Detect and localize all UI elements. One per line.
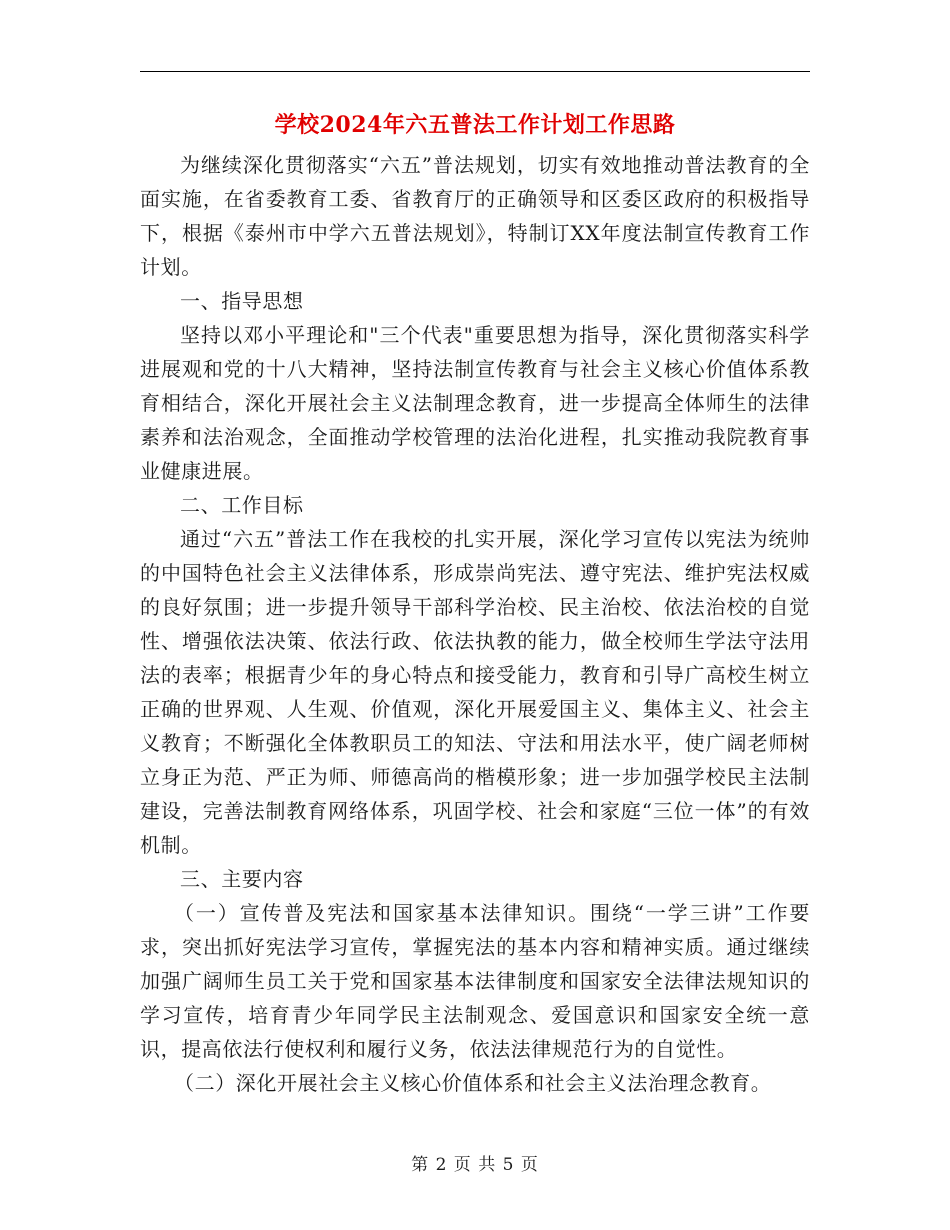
section-heading-guiding-ideology: 一、指导思想 (180, 289, 304, 313)
document-title: 学校2024年六五普法工作计划工作思路 (274, 112, 676, 138)
document-body (140, 148, 810, 1100)
section-heading-work-goals: 二、工作目标 (180, 493, 304, 517)
section-heading-main-content: 三、主要内容 (180, 867, 304, 891)
main-content-item-2: （二）深化开展社会主义核心价值体系和社会主义法治理念教育。 (174, 1071, 772, 1095)
header-rule (140, 71, 810, 72)
guiding-ideology-paragraph: 坚持以邓小平理论和"三个代表"重要思想为指导，深化贯彻落实科学进展观和党的十八大精神，坚持法制宣传教育与社会主义核心价值体系教育相结合，深化开展社会主义法制理念教育，进一步提高全体师生的法律素养和法治观念，全面推动学校管理的法治化进程，扎实推动我院教育事业健康进展。 (140, 323, 810, 483)
main-content-item-1: （一）宣传普及宪法和国家基本法律知识。围绕“一学三讲”工作要求，突出抓好宪法学习宣传，掌握宪法的基本内容和精神实质。通过继续加强广阔师生员工关于党和国家基本法律制度和国家安全法律法规知识的学习宣传，培育青少年同学民主法制观念、爱国意识和国家安全统一意识，提高依法行使权利和履行义务，依法法律规范行为的自觉性。 (140, 901, 810, 1061)
intro-paragraph: 为继续深化贯彻落实“六五”普法规划，切实有效地推动普法教育的全面实施，在省委教育工委、省教育厅的正确领导和区委区政府的积极指导下，根据《泰州市中学六五普法规划》，特制订XX年度法制宣传教育工作计划。 (140, 153, 810, 279)
page-number-footer: 第 2 页 共 5 页 (411, 1155, 539, 1175)
work-goals-paragraph: 通过“六五”普法工作在我校的扎实开展，深化学习宣传以宪法为统帅的中国特色社会主义法律体系，形成崇尚宪法、遵守宪法、维护宪法权威的良好氛围；进一步提升领导干部科学治校、民主治校、依法治校的自觉性、增强依法决策、依法行政、依法执教的能力，做全校师生学法守法用法的表率；根据青少年的身心特点和接受能力，教育和引导广高校生树立正确的世界观、人生观、价值观，深化开展爱国主义、集体主义、社会主义教育；不断强化全体教职员工的知法、守法和用法水平，使广阔老师树立身正为范、严正为师、师德高尚的楷模形象；进一步加强学校民主法制建设，完善法制教育网络体系，巩固学校、社会和家庭“三位一体”的有效机制。 (140, 527, 810, 857)
